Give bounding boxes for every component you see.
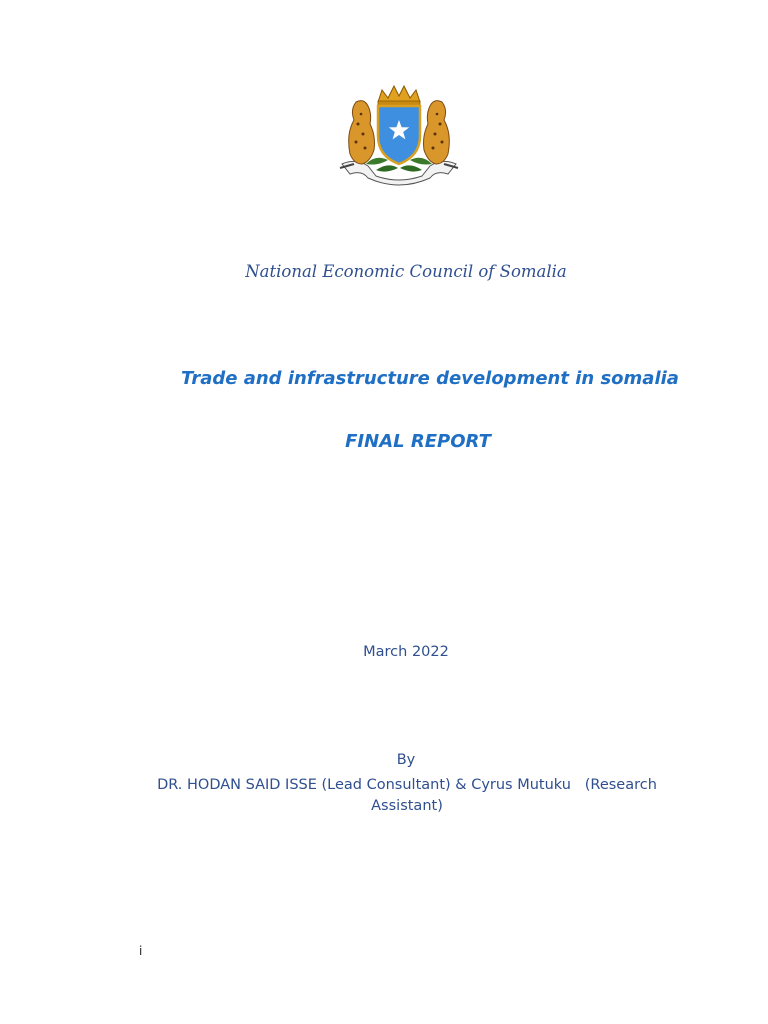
report-title: Trade and infrastructure development in somalia	[181, 368, 679, 389]
report-subtitle: FINAL REPORT	[345, 431, 491, 452]
somalia-coat-of-arms-icon	[336, 84, 462, 190]
report-date: March 2022	[363, 644, 449, 660]
page-number: i	[139, 944, 143, 958]
organization-name: National Economic Council of Somalia	[245, 262, 567, 281]
authors: DR. HODAN SAID ISSE (Lead Consultant) & Cyrus Mutuku (Research Assistant)	[157, 777, 662, 814]
by-label: By	[396, 752, 416, 768]
